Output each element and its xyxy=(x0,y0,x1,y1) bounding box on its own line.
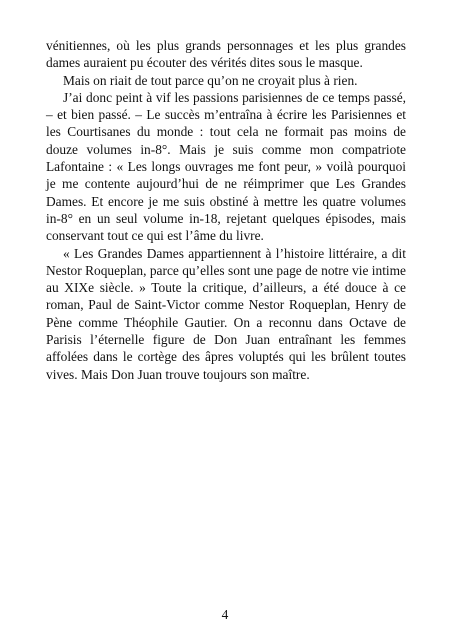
page-number: 4 xyxy=(221,607,229,622)
page-body-text xyxy=(46,37,406,383)
paragraph: Mais on riait de tout parce qu’on ne croyait plus à rien. xyxy=(63,72,358,88)
paragraph-continued: vénitiennes, où les plus grands personnages et les plus grandes dames auraient pu écouter des vérités dites sous le masque. xyxy=(46,38,406,71)
paragraph: « Les Grandes Dames appartiennent à l’histoire littéraire, a dit Nestor Roqueplan, parce qu’elles sont une page de notre vie intime au XIXe siècle. » Toute la critique, d’ailleurs, a été douce à ce roman, Paul de Saint-Victor comme Nestor Roqueplan, Henry de Pène comme Théophile Gautier. On a reconnu dans Octave de Parisis l’éternelle figure de Don Juan entraînant les femmes affolées dans le cortège des âpres voluptés qui les brûlent toutes vives. Mais Don Juan trouve toujours son maître. xyxy=(46,245,406,382)
paragraph: J’ai donc peint à vif les passions parisiennes de ce temps passé, – et bien passé. – Le succès m’entraîna à écrire les Parisiennes et les Courtisanes du monde : tout cela ne formait pas moins de douze volumes in-8°. Mais je suis comme mon compatriote Lafontaine : « Les longs ouvrages me font peur, » voilà pourquoi je me contente aujourd’hui de ne réimprimer que Les Grandes Dames. Et encore je me suis obstiné à mettre les quatre volumes in-8° en un seul volume in-18, rejetant quelques épisodes, mais conservant tout ce qui est l’âme du livre. xyxy=(46,89,406,244)
